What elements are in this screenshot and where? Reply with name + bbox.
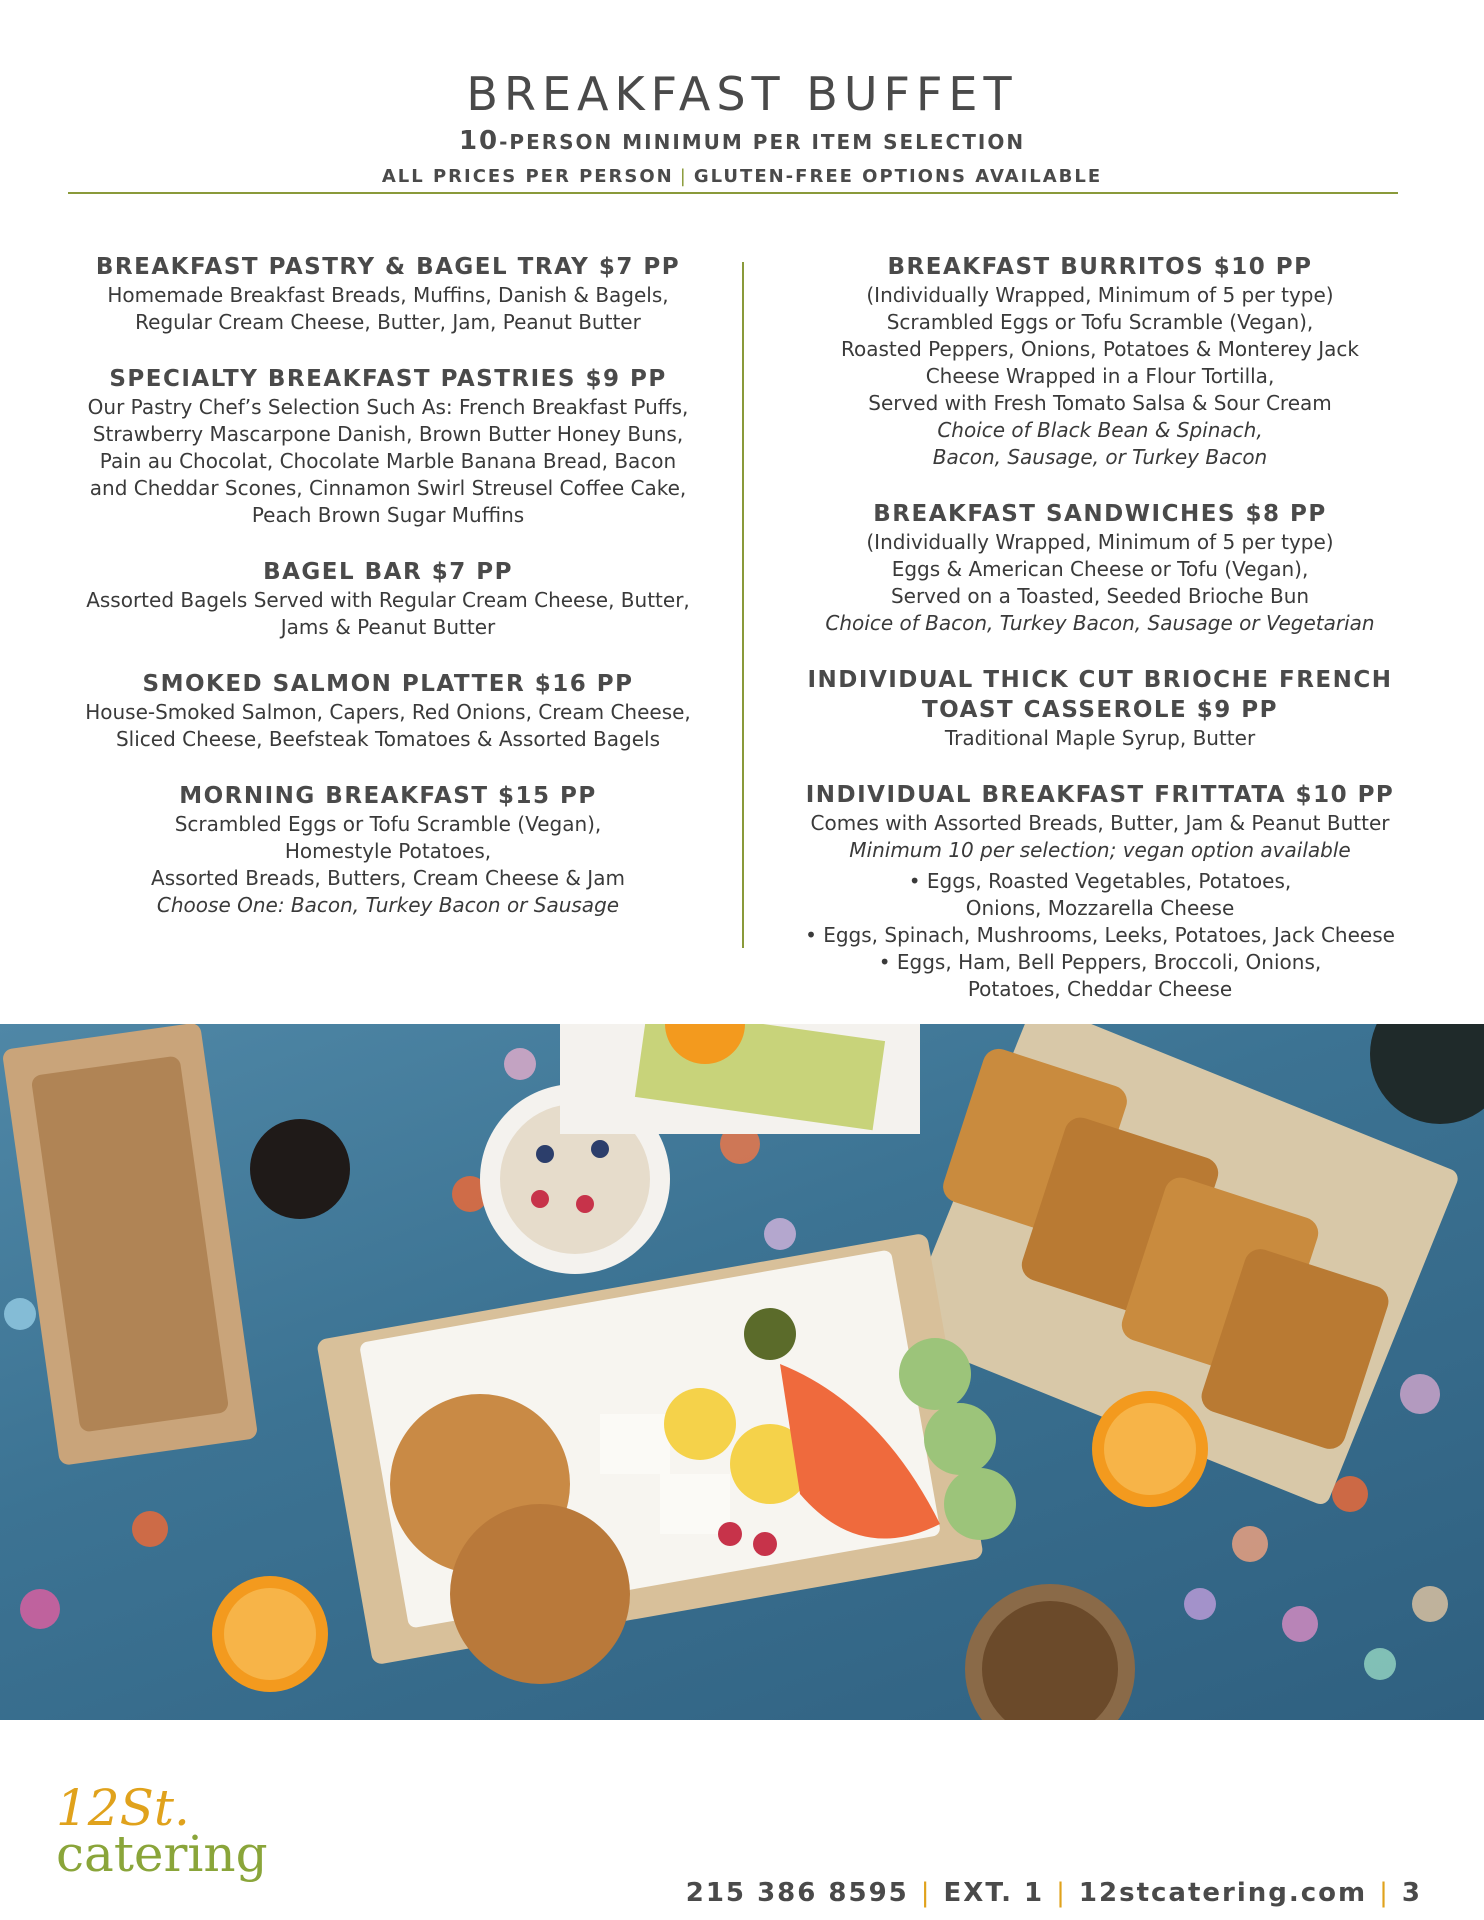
food-photo bbox=[0, 1024, 1484, 1720]
menu-item-title: BREAKFAST SANDWICHES $8 PP bbox=[873, 501, 1327, 527]
left-menu-column bbox=[58, 252, 718, 947]
menu-item bbox=[58, 364, 718, 529]
minimum-text: -PERSON MINIMUM PER ITEM SELECTION bbox=[499, 130, 1026, 154]
menu-item-choice: Choice of Bacon, Turkey Bacon, Sausage or Vegetarian bbox=[825, 611, 1375, 635]
separator: | bbox=[679, 166, 688, 187]
menu-item-title: TOAST CASSEROLE $9 PP bbox=[921, 697, 1279, 723]
header-divider bbox=[68, 192, 1398, 194]
menu-item-title: SMOKED SALMON PLATTER $16 PP bbox=[142, 671, 634, 697]
menu-item bbox=[58, 252, 718, 336]
page-header bbox=[0, 64, 1484, 187]
breakfast-spread-illustration bbox=[0, 1024, 1484, 1720]
pricing-note bbox=[0, 166, 1484, 187]
menu-item-desc: Peach Brown Sugar Muffins bbox=[251, 503, 525, 527]
menu-item-desc: and Cheddar Scones, Cinnamon Swirl Streusel Coffee Cake, bbox=[89, 476, 687, 500]
minimum-number: 10 bbox=[458, 126, 500, 156]
prices-note: ALL PRICES PER PERSON bbox=[381, 166, 674, 187]
menu-item bbox=[58, 781, 718, 919]
separator: | bbox=[920, 1878, 932, 1908]
menu-item-desc: Comes with Assorted Breads, Butter, Jam & Peanut Butter bbox=[810, 811, 1390, 835]
list-item: • Eggs, Spinach, Mushrooms, Leeks, Potatoes, Jack Cheese bbox=[770, 922, 1430, 949]
phone-number: 215 386 8595 bbox=[685, 1878, 909, 1908]
menu-item-desc: Homemade Breakfast Breads, Muffins, Danish & Bagels, bbox=[107, 283, 669, 307]
menu-item-desc: (Individually Wrapped, Minimum of 5 per type) bbox=[866, 283, 1334, 307]
menu-item-desc: Homestyle Potatoes, bbox=[284, 839, 492, 863]
menu-item-desc: Pain au Chocolat, Chocolate Marble Banana Bread, Bacon bbox=[99, 449, 677, 473]
menu-item-desc: House-Smoked Salmon, Capers, Red Onions, Cream Cheese, bbox=[85, 700, 691, 724]
menu-item-desc: Assorted Breads, Butters, Cream Cheese & Jam bbox=[151, 866, 625, 890]
menu-item-desc: Our Pastry Chef’s Selection Such As: French Breakfast Puffs, bbox=[87, 395, 689, 419]
list-item: • Eggs, Ham, Bell Peppers, Broccoli, Onions, Potatoes, Cheddar Cheese bbox=[770, 949, 1430, 1003]
menu-item-desc: Scrambled Eggs or Tofu Scramble (Vegan), bbox=[174, 812, 602, 836]
menu-item-title: BAGEL BAR $7 PP bbox=[263, 559, 513, 585]
menu-item-note: Minimum 10 per selection; vegan option available bbox=[849, 838, 1351, 862]
menu-item-desc: Sliced Cheese, Beefsteak Tomatoes & Assorted Bagels bbox=[115, 727, 661, 751]
menu-item-desc: Scrambled Eggs or Tofu Scramble (Vegan), bbox=[886, 310, 1314, 334]
menu-item-title: BREAKFAST PASTRY & BAGEL TRAY $7 PP bbox=[95, 254, 681, 280]
menu-item-desc: Served on a Toasted, Seeded Brioche Bun bbox=[890, 584, 1310, 608]
logo-number: 12St. bbox=[56, 1779, 190, 1837]
menu-item-choice: Choice of Black Bean & Spinach, bbox=[937, 418, 1263, 442]
phone-extension: EXT. 1 bbox=[943, 1878, 1045, 1908]
menu-item-choice: Bacon, Sausage, or Turkey Bacon bbox=[932, 445, 1268, 469]
menu-item-title: MORNING BREAKFAST $15 PP bbox=[179, 783, 597, 809]
menu-item-title: INDIVIDUAL THICK CUT BRIOCHE FRENCH bbox=[807, 667, 1393, 693]
frittata-options bbox=[770, 868, 1430, 1003]
menu-item-desc: Strawberry Mascarpone Danish, Brown Butter Honey Buns, bbox=[92, 422, 684, 446]
separator: | bbox=[1379, 1878, 1390, 1908]
minimum-note bbox=[0, 126, 1484, 156]
menu-item-desc: Regular Cream Cheese, Butter, Jam, Peanut Butter bbox=[135, 310, 641, 334]
menu-item bbox=[770, 780, 1430, 1003]
logo-word: catering bbox=[56, 1825, 268, 1883]
menu-item bbox=[58, 557, 718, 641]
gluten-note: GLUTEN-FREE OPTIONS AVAILABLE bbox=[693, 166, 1103, 187]
menu-item-choice: Choose One: Bacon, Turkey Bacon or Sausage bbox=[156, 893, 620, 917]
menu-item-title: BREAKFAST BURRITOS $10 PP bbox=[887, 254, 1313, 280]
page-title: BREAKFAST BUFFET bbox=[466, 67, 1018, 121]
menu-item bbox=[770, 499, 1430, 637]
menu-item-desc: Cheese Wrapped in a Flour Tortilla, bbox=[925, 364, 1275, 388]
right-menu-column bbox=[770, 252, 1430, 1031]
menu-item-desc: Roasted Peppers, Onions, Potatoes & Monterey Jack bbox=[841, 337, 1359, 361]
menu-item-desc: Eggs & American Cheese or Tofu (Vegan), bbox=[891, 557, 1309, 581]
company-logo bbox=[56, 1779, 268, 1883]
page-number: 3 bbox=[1401, 1878, 1422, 1908]
menu-item bbox=[770, 665, 1430, 752]
website-link[interactable]: 12stcatering.com bbox=[1078, 1878, 1368, 1908]
menu-item-desc: Traditional Maple Syrup, Butter bbox=[944, 726, 1256, 750]
column-divider bbox=[742, 262, 744, 948]
menu-item-desc: Served with Fresh Tomato Salsa & Sour Cream bbox=[868, 391, 1332, 415]
menu-item bbox=[770, 252, 1430, 471]
menu-item bbox=[58, 669, 718, 753]
list-item: • Eggs, Roasted Vegetables, Potatoes, Onions, Mozzarella Cheese bbox=[770, 868, 1430, 922]
menu-item-desc: (Individually Wrapped, Minimum of 5 per type) bbox=[866, 530, 1334, 554]
menu-item-title: SPECIALTY BREAKFAST PASTRIES $9 PP bbox=[109, 366, 667, 392]
menu-item-desc: Assorted Bagels Served with Regular Cream Cheese, Butter, bbox=[86, 588, 690, 612]
menu-item-title: INDIVIDUAL BREAKFAST FRITTATA $10 PP bbox=[805, 782, 1395, 808]
separator: | bbox=[1056, 1878, 1067, 1908]
contact-info bbox=[686, 1878, 1422, 1908]
menu-item-desc: Jams & Peanut Butter bbox=[280, 615, 496, 639]
